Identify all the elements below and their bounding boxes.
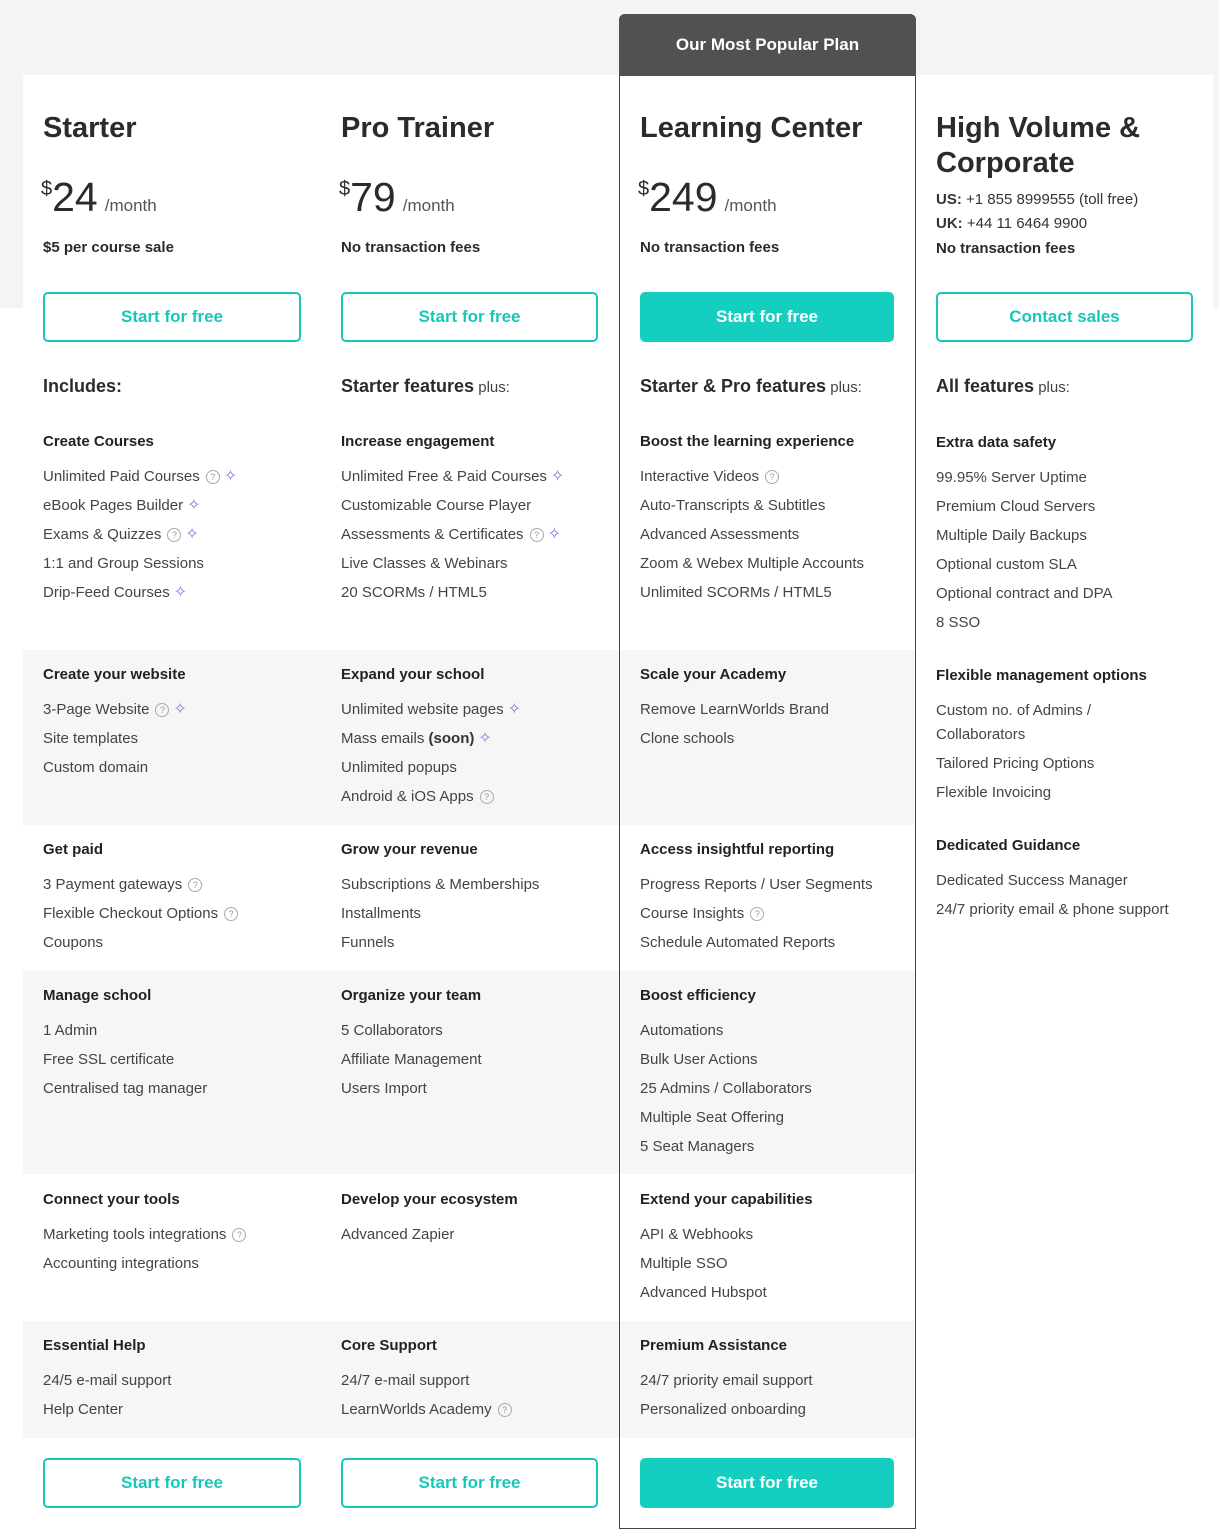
list-item: Affiliate Management bbox=[341, 1051, 482, 1068]
plan-name: High Volume & Corporate bbox=[936, 112, 1141, 179]
includes-heading: Starter & Pro features plus: bbox=[640, 376, 862, 396]
list-item: Course Insights ? bbox=[640, 905, 764, 922]
list-item: Coupons bbox=[43, 934, 104, 951]
us-phone: US: +1 855 8999555 (toll free) bbox=[936, 191, 1139, 208]
list-item: Accounting integrations bbox=[43, 1255, 199, 1272]
fee-note: No transaction fees bbox=[640, 239, 780, 256]
bottom-start-free-button[interactable]: Start for free bbox=[43, 1458, 301, 1508]
sparkle-icon: ✧ bbox=[173, 583, 188, 601]
section-title: Get paid bbox=[43, 841, 104, 858]
list-item: 3-Page Website ? ✧ bbox=[43, 700, 187, 718]
section-title: Dedicated Guidance bbox=[936, 837, 1081, 854]
plan-name: Pro Trainer bbox=[341, 112, 495, 144]
help-icon[interactable]: ? bbox=[188, 878, 202, 892]
help-icon[interactable]: ? bbox=[498, 1403, 512, 1417]
list-item: Custom no. of Admins / bbox=[936, 702, 1092, 719]
list-item: Assessments & Certificates ? ✧ bbox=[341, 525, 561, 543]
list-item: Unlimited SCORMs / HTML5 bbox=[640, 584, 832, 601]
section-title: Premium Assistance bbox=[640, 1337, 788, 1354]
list-item: Auto-Transcripts & Subtitles bbox=[640, 497, 826, 514]
price bbox=[41, 174, 157, 220]
sparkle-icon: ✧ bbox=[185, 525, 199, 543]
price bbox=[638, 174, 777, 220]
list-item: Personalized onboarding bbox=[640, 1401, 806, 1418]
list-item: 99.95% Server Uptime bbox=[936, 469, 1087, 486]
list-item: Flexible Invoicing bbox=[936, 784, 1052, 801]
list-item: Custom domain bbox=[43, 759, 149, 776]
list-item: Unlimited popups bbox=[341, 759, 457, 776]
list-item: Progress Reports / User Segments bbox=[640, 876, 873, 893]
section-title: Boost efficiency bbox=[640, 987, 756, 1004]
section-title: Create your website bbox=[43, 666, 186, 683]
includes-heading: Starter features plus: bbox=[341, 376, 510, 396]
help-icon[interactable]: ? bbox=[530, 528, 544, 542]
list-item: 5 Seat Managers bbox=[640, 1138, 755, 1155]
period: /month bbox=[724, 196, 777, 215]
list-item: Zoom & Webex Multiple Accounts bbox=[640, 555, 864, 572]
list-item: Installments bbox=[341, 905, 422, 922]
list-item: Interactive Videos ? bbox=[640, 468, 779, 485]
list-item: Clone schools bbox=[640, 730, 735, 747]
list-item: API & Webhooks bbox=[640, 1226, 754, 1243]
section-title: Boost the learning experience bbox=[640, 433, 855, 450]
list-item: 24/7 priority email & phone support bbox=[936, 901, 1169, 918]
list-item: Advanced Hubspot bbox=[640, 1284, 767, 1301]
sparkle-icon: ✧ bbox=[507, 700, 521, 718]
section-title: Organize your team bbox=[341, 987, 482, 1004]
list-item: 1 Admin bbox=[43, 1022, 98, 1039]
section-title: Manage school bbox=[43, 987, 152, 1004]
help-icon[interactable]: ? bbox=[232, 1228, 246, 1242]
list-item: 25 Admins / Collaborators bbox=[640, 1080, 812, 1097]
help-icon[interactable]: ? bbox=[167, 528, 181, 542]
fee-note: $5 per course sale bbox=[43, 239, 174, 256]
list-item: Flexible Checkout Options ? bbox=[43, 905, 238, 922]
list-item: Unlimited website pages ✧ bbox=[341, 700, 521, 718]
list-item: Dedicated Success Manager bbox=[936, 872, 1128, 889]
currency: $ bbox=[41, 178, 53, 200]
section-title: Flexible management options bbox=[936, 667, 1147, 684]
fee-note: No transaction fees bbox=[936, 240, 1076, 257]
popular-plan-badge: Our Most Popular Plan bbox=[619, 14, 916, 76]
list-item: Android & iOS Apps ? bbox=[341, 788, 494, 805]
list-item: 24/7 e-mail support bbox=[341, 1372, 470, 1389]
section-title: Access insightful reporting bbox=[640, 841, 835, 858]
list-item: Advanced Zapier bbox=[341, 1226, 455, 1243]
section-title: Essential Help bbox=[43, 1337, 146, 1354]
list-item: 8 SSO bbox=[936, 614, 981, 631]
list-item: 24/5 e-mail support bbox=[43, 1372, 172, 1389]
list-item: Advanced Assessments bbox=[640, 526, 800, 543]
list-item: Remove LearnWorlds Brand bbox=[640, 701, 829, 718]
list-item: LearnWorlds Academy ? bbox=[341, 1401, 512, 1418]
sparkle-icon: ✧ bbox=[187, 496, 201, 514]
includes-heading: Includes: bbox=[43, 376, 123, 396]
list-item: eBook Pages Builder ✧ bbox=[43, 496, 201, 514]
section-title: Extend your capabilities bbox=[640, 1191, 813, 1208]
help-icon[interactable]: ? bbox=[480, 790, 494, 804]
list-item: Help Center bbox=[43, 1401, 124, 1418]
list-item: Mass emails (soon) ✧ bbox=[341, 729, 492, 747]
start-free-button[interactable]: Start for free bbox=[341, 292, 598, 342]
period: /month bbox=[104, 196, 157, 215]
start-free-button[interactable]: Start for free bbox=[43, 292, 301, 342]
list-item: Free SSL certificate bbox=[43, 1051, 175, 1068]
list-item: 20 SCORMs / HTML5 bbox=[341, 584, 487, 601]
sparkle-icon: ✧ bbox=[223, 467, 238, 485]
list-item: 3 Payment gateways ? bbox=[43, 876, 202, 893]
section-title: Create Courses bbox=[43, 433, 154, 450]
section-title: Scale your Academy bbox=[640, 666, 787, 683]
section-title: Extra data safety bbox=[936, 434, 1057, 451]
currency: $ bbox=[339, 178, 351, 200]
section-title: Connect your tools bbox=[43, 1191, 180, 1208]
help-icon[interactable]: ? bbox=[765, 470, 779, 484]
list-item: Bulk User Actions bbox=[640, 1051, 758, 1068]
section-title: Increase engagement bbox=[341, 433, 495, 450]
sparkle-icon: ✧ bbox=[550, 467, 565, 485]
section-title: Core Support bbox=[341, 1337, 437, 1354]
start-free-button[interactable]: Start for free bbox=[640, 292, 894, 342]
amount: 249 bbox=[649, 174, 718, 220]
list-item: Centralised tag manager bbox=[43, 1080, 208, 1097]
bottom-start-free-button[interactable]: Start for free bbox=[640, 1458, 894, 1508]
list-item: Optional custom SLA bbox=[936, 556, 1077, 573]
currency: $ bbox=[638, 178, 650, 200]
list-item: Live Classes & Webinars bbox=[341, 555, 508, 572]
list-item: Unlimited Free & Paid Courses ✧ bbox=[341, 467, 565, 485]
help-icon[interactable]: ? bbox=[224, 907, 238, 921]
amount: 24 bbox=[52, 174, 98, 220]
uk-phone: UK: +44 11 6464 9900 bbox=[936, 215, 1088, 232]
plan-name: Starter bbox=[43, 112, 137, 144]
list-item: Collaborators bbox=[936, 726, 1026, 743]
list-item: Customizable Course Player bbox=[341, 497, 532, 514]
includes-heading: All features plus: bbox=[936, 376, 1070, 396]
list-item: Subscriptions & Memberships bbox=[341, 876, 540, 893]
price bbox=[339, 174, 455, 220]
soon-tag: (soon) bbox=[428, 730, 475, 747]
section-title: Develop your ecosystem bbox=[341, 1191, 518, 1208]
list-item: Schedule Automated Reports bbox=[640, 934, 836, 951]
list-item: 5 Collaborators bbox=[341, 1022, 443, 1039]
list-item: 24/7 priority email support bbox=[640, 1372, 813, 1389]
sparkle-icon: ✧ bbox=[478, 729, 492, 747]
bottom-start-free-button[interactable]: Start for free bbox=[341, 1458, 598, 1508]
list-item: Users Import bbox=[341, 1080, 427, 1097]
help-icon[interactable]: ? bbox=[155, 703, 169, 717]
list-item: Automations bbox=[640, 1022, 724, 1039]
section-title: Grow your revenue bbox=[341, 841, 478, 858]
period: /month bbox=[402, 196, 455, 215]
list-item: Marketing tools integrations ? bbox=[43, 1226, 246, 1243]
amount: 79 bbox=[350, 174, 396, 220]
section-title: Expand your school bbox=[341, 666, 485, 683]
list-item: Drip-Feed Courses ✧ bbox=[43, 583, 188, 601]
list-item: Funnels bbox=[341, 934, 395, 951]
list-item: 1:1 and Group Sessions bbox=[43, 555, 204, 572]
sparkle-icon: ✧ bbox=[173, 700, 187, 718]
list-item: Optional contract and DPA bbox=[936, 585, 1113, 602]
sparkle-icon: ✧ bbox=[547, 525, 561, 543]
list-item: Premium Cloud Servers bbox=[936, 498, 1096, 515]
list-item: Multiple Daily Backups bbox=[936, 527, 1087, 544]
plan-name: Learning Center bbox=[640, 112, 863, 144]
fee-note: No transaction fees bbox=[341, 239, 481, 256]
contact-sales-button[interactable]: Contact sales bbox=[936, 292, 1193, 342]
help-icon[interactable]: ? bbox=[206, 470, 220, 484]
help-icon[interactable]: ? bbox=[750, 907, 764, 921]
list-item: Multiple SSO bbox=[640, 1255, 728, 1272]
list-item: Tailored Pricing Options bbox=[936, 755, 1095, 772]
list-item: Site templates bbox=[43, 730, 139, 747]
list-item: Unlimited Paid Courses ? ✧ bbox=[43, 467, 238, 485]
list-item: Multiple Seat Offering bbox=[640, 1109, 784, 1126]
list-item: Exams & Quizzes ? ✧ bbox=[43, 525, 199, 543]
